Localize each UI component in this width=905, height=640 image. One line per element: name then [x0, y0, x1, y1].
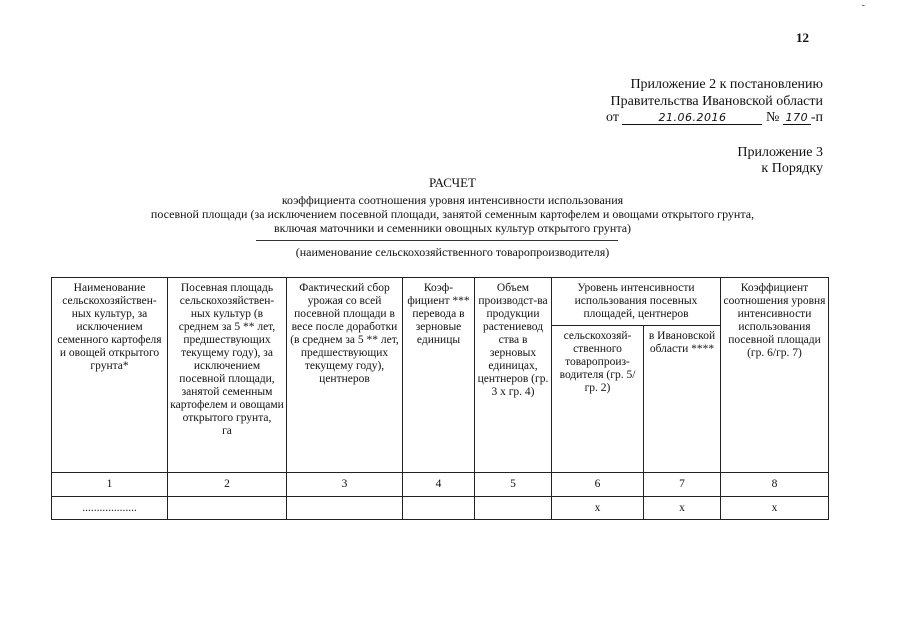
table-row: [52, 497, 829, 520]
column-number: 1: [52, 473, 168, 497]
producer-caption: (наименование сельскохозяйственного товаропроизводителя): [295, 245, 610, 259]
table-cell: [168, 497, 287, 520]
decree-number: 170: [783, 109, 811, 125]
page-number: 12: [796, 30, 809, 45]
column-number: 5: [475, 473, 552, 497]
header-producer-intensity: сельскохозяй-ственного товаропроиз-водителя (гр. 5/гр. 2): [552, 326, 644, 473]
header-intensity-group: Уровень интенсивности использования посевных площадей, центнеров: [552, 278, 721, 326]
header-production-volume: Объем производст-ва продукции растениевод ства в зерновых единицах, центнеров (гр. 3 х гр. 4): [475, 278, 552, 473]
calculation-table: [51, 277, 829, 520]
column-number: 3: [287, 473, 403, 497]
table-cell: [475, 497, 552, 520]
column-number: 2: [168, 473, 287, 497]
header-actual-harvest: Фактический сбор урожая со всей посевной площади в весе после доработки (в среднем за 5 ** лет, предшествующих текущему году), центнеров: [287, 278, 403, 473]
document-title: РАСЧЕТ: [429, 175, 476, 190]
producer-name-line: [256, 240, 618, 241]
column-number: 7: [644, 473, 721, 497]
subtitle-line2: посевной площади (за исключением посевной площади, занятой семенным картофелем и овощами открытого грунта,: [150, 207, 755, 221]
header-sown-area: [168, 278, 287, 473]
table-cell: х: [552, 497, 644, 520]
header-sown-area-unit: га: [222, 425, 232, 437]
table-cell: х: [721, 497, 829, 520]
subtitle-line1: коэффициента соотношения уровня интенсивности использования: [281, 193, 624, 207]
header-ratio-coefficient: Коэффициент соотношения уровня интенсивности использования посевной площади (гр. 6/гр. 7): [721, 278, 829, 473]
column-number: 8: [721, 473, 829, 497]
column-number: 4: [403, 473, 475, 497]
number-suffix: -п: [810, 110, 823, 125]
appendix2-line2: Правительства Ивановской области: [610, 94, 823, 109]
appendix2-date-line: [606, 109, 823, 126]
column-numbers-row: [52, 473, 829, 497]
from-label: от: [606, 110, 619, 125]
subtitle-line3: включая маточники и семенники овощных культур открытого грунта): [273, 221, 632, 235]
header-crop-name: Наименование сельскохозяйствен-ных культур, за исключением семенного картофеля и овощей открытого грунта*: [52, 278, 168, 473]
column-number: 6: [552, 473, 644, 497]
appendix2-line1: Приложение 2 к постановлению: [630, 77, 823, 92]
table-cell: ...................: [52, 497, 168, 520]
table-cell: [403, 497, 475, 520]
decree-date: 21.06.2016: [622, 109, 762, 125]
header-sown-area-text: Посевная площадь сельскохозяйствен-ных культур (в среднем за 5 ** лет, предшествующих текущему году), за исключением посевной площади, занятой семенным картофелем и овощами открытого грунта,: [170, 282, 284, 424]
header-coefficient: Коэф-фициент *** перевода в зерновые единицы: [403, 278, 475, 473]
table-cell: х: [644, 497, 721, 520]
header-row-1: [52, 278, 829, 326]
header-region-intensity: в Ивановской области ****: [644, 326, 721, 473]
appendix3-line2: к Порядку: [761, 161, 823, 176]
number-label: №: [765, 110, 780, 125]
table-cell: [287, 497, 403, 520]
appendix3-line1: Приложение 3: [737, 145, 823, 160]
corner-mark: -: [861, 0, 865, 11]
